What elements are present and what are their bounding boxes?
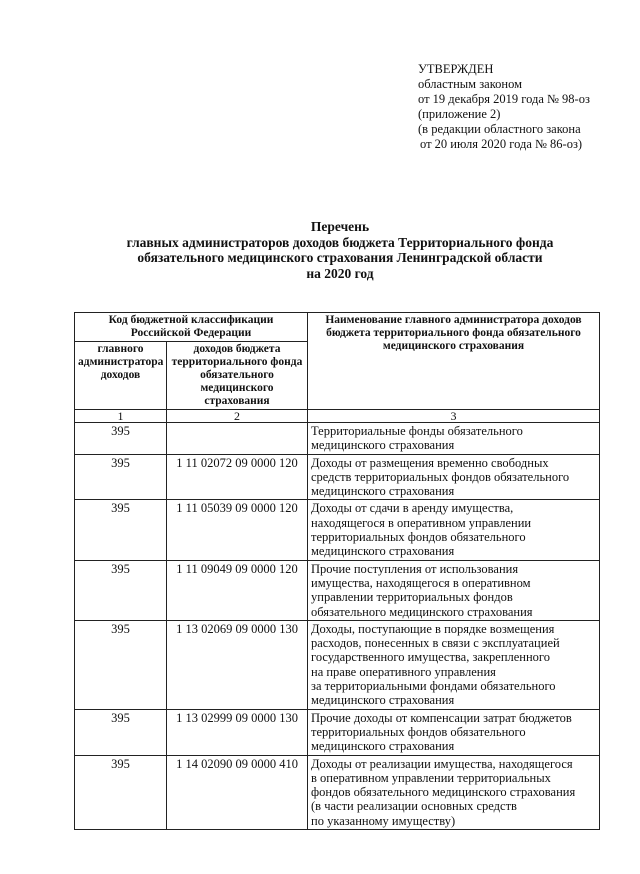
name-line: медицинского страхования xyxy=(311,693,455,708)
approval-line: от 20 июля 2020 года № 86-оз) xyxy=(420,137,583,151)
header-administrator-name: Наименование главного администратора доходов бюджета территориального фонда обязательного медицинского страхования xyxy=(308,313,600,410)
approval-title: УТВЕРЖДЕН xyxy=(418,62,494,76)
cell-administrator-code: 395 xyxy=(75,454,167,500)
name-line: медицинского страхования xyxy=(311,544,455,559)
document-title xyxy=(60,219,620,281)
cell-administrator-code: 395 xyxy=(75,709,167,755)
cell-administrator-name xyxy=(308,560,600,620)
name-line: медицинского страхования xyxy=(311,438,455,453)
header-budget-code: Код бюджетной классификации Российской Федерации xyxy=(75,313,308,342)
name-line: фондов обязательного медицинского страхования xyxy=(311,785,576,800)
table-row xyxy=(75,709,600,755)
table-body xyxy=(75,423,600,830)
column-number: 2 xyxy=(167,410,308,423)
name-line: Доходы от реализации имущества, находящегося xyxy=(311,756,573,771)
header-revenue-code: доходов бюджета территориального фонда обязательного медицинского страхования xyxy=(167,342,308,410)
cell-administrator-code: 395 xyxy=(75,500,167,560)
title-line: главных администраторов доходов бюджета Территориального фонда xyxy=(126,234,554,250)
name-line: на праве оперативного управления xyxy=(311,664,496,679)
approval-line: от 19 декабря 2019 года № 98-оз xyxy=(418,92,590,106)
column-number: 3 xyxy=(308,410,600,423)
name-line: по указанному имуществу) xyxy=(311,813,456,828)
name-line: расходов, понесенных в связи с эксплуатацией xyxy=(311,636,560,651)
name-line: территориальных фондов обязательного xyxy=(311,530,526,545)
approval-line: (в редакции областного закона xyxy=(418,122,581,136)
name-line: имущества, находящегося в оперативном xyxy=(311,575,531,590)
table-row xyxy=(75,560,600,620)
header-administrator-code: главного администратора доходов xyxy=(75,342,167,410)
table-row xyxy=(75,454,600,500)
cell-administrator-code: 395 xyxy=(75,560,167,620)
name-line: Доходы, поступающие в порядке возмещения xyxy=(311,621,555,636)
cell-revenue-code: 1 13 02999 09 0000 130 xyxy=(167,709,308,755)
name-line: за территориальными фондами обязательного xyxy=(311,679,556,694)
cell-revenue-code: 1 11 02072 09 0000 120 xyxy=(167,454,308,500)
name-line: Территориальные фонды обязательного xyxy=(311,424,523,438)
cell-administrator-name xyxy=(308,500,600,560)
name-line: управлении территориальных фондов xyxy=(311,590,513,605)
name-line: Прочие доходы от компенсации затрат бюджетов xyxy=(311,710,572,725)
cell-revenue-code: 1 11 09049 09 0000 120 xyxy=(167,560,308,620)
name-line: территориальных фондов обязательного xyxy=(311,724,526,739)
cell-administrator-name xyxy=(308,454,600,500)
cell-administrator-name xyxy=(308,423,600,455)
cell-administrator-code: 395 xyxy=(75,423,167,455)
table-row xyxy=(75,620,600,709)
name-line: в оперативном управлении территориальных xyxy=(311,770,551,785)
name-line: медицинского страхования xyxy=(311,484,455,499)
cell-administrator-code: 395 xyxy=(75,755,167,829)
cell-administrator-name xyxy=(308,620,600,709)
cell-administrator-code: 395 xyxy=(75,620,167,709)
name-line: находящегося в оперативном управлении xyxy=(311,515,532,530)
name-line: обязательного медицинского страхования xyxy=(311,604,533,619)
cell-revenue-code xyxy=(167,423,308,455)
revenue-administrators-table xyxy=(74,312,600,830)
cell-revenue-code: 1 13 02069 09 0000 130 xyxy=(167,620,308,709)
column-number: 1 xyxy=(75,410,167,423)
name-line: Прочие поступления от использования xyxy=(311,561,519,576)
cell-revenue-code: 1 11 05039 09 0000 120 xyxy=(167,500,308,560)
name-line: Доходы от размещения временно свободных xyxy=(311,455,549,470)
name-line: средств территориальных фондов обязательного xyxy=(311,469,570,484)
name-line: государственного имущества, закрепленного xyxy=(311,650,550,665)
name-line: медицинского страхования xyxy=(311,739,455,754)
table-row xyxy=(75,423,600,455)
table-row xyxy=(75,500,600,560)
name-line: Доходы от сдачи в аренду имущества, xyxy=(311,501,514,516)
table-row xyxy=(75,755,600,829)
title-line: обязательного медицинского страхования Ленинградской области xyxy=(137,250,543,265)
approval-line: областным законом xyxy=(418,77,523,91)
cell-administrator-name xyxy=(308,709,600,755)
cell-administrator-name xyxy=(308,755,600,829)
title-line: Перечень xyxy=(310,219,370,234)
title-line: на 2020 год xyxy=(306,265,374,281)
approval-line: (приложение 2) xyxy=(418,107,501,121)
name-line: (в части реализации основных средств xyxy=(311,799,517,814)
approval-stamp xyxy=(418,62,590,152)
cell-revenue-code: 1 14 02090 09 0000 410 xyxy=(167,755,308,829)
column-numbers-row xyxy=(75,410,600,423)
